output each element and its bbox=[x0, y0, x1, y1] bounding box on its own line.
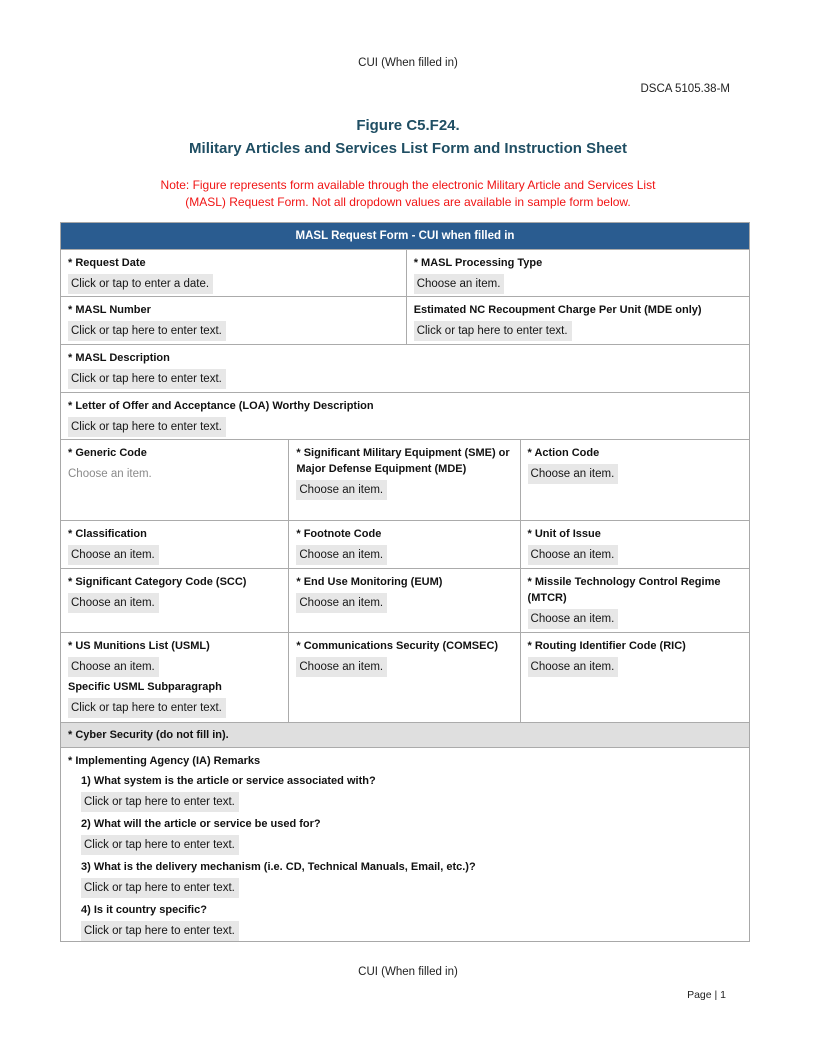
dropdown-placeholder[interactable]: Choose an item. bbox=[414, 274, 505, 294]
dropdown-placeholder[interactable]: Choose an item. bbox=[528, 464, 619, 484]
dropdown-placeholder[interactable]: Choose an item. bbox=[68, 545, 159, 565]
row-classification bbox=[61, 520, 749, 568]
form-banner: MASL Request Form - CUI when filled in bbox=[61, 223, 749, 249]
field-label: * Significant Military Equipment (SME) or Major Defense Equipment (MDE) bbox=[296, 447, 510, 475]
dropdown-placeholder[interactable]: Choose an item. bbox=[68, 657, 159, 677]
row-masl-number bbox=[61, 296, 749, 344]
dropdown-placeholder[interactable]: Choose an item. bbox=[68, 468, 152, 480]
field-request-date bbox=[61, 250, 406, 296]
text-input-placeholder[interactable]: Click or tap here to enter text. bbox=[81, 878, 239, 898]
row-loa-worthy-description bbox=[61, 392, 749, 439]
field-masl-number bbox=[61, 297, 406, 344]
field-cyber-security bbox=[61, 723, 749, 747]
field-label: * Missile Technology Control Regime (MTCR) bbox=[527, 576, 721, 604]
field-ric bbox=[520, 633, 749, 722]
field-loa-worthy-description bbox=[61, 393, 749, 439]
figure-title-line2: Military Articles and Services List Form and Instruction Sheet bbox=[189, 140, 627, 157]
page-number: Page | 1 bbox=[687, 989, 726, 1001]
row-cyber-security bbox=[61, 722, 749, 747]
row-usml bbox=[61, 632, 749, 722]
figure-note-line1: Note: Figure represents form available through the electronic Military Article and Services List bbox=[160, 178, 656, 192]
field-masl-processing-type bbox=[406, 250, 749, 296]
field-action-code bbox=[520, 440, 749, 520]
field-eum bbox=[288, 569, 519, 632]
field-comsec bbox=[288, 633, 519, 722]
field-label: * MASL Number bbox=[68, 304, 151, 316]
field-label: * MASL Processing Type bbox=[413, 257, 543, 269]
masl-request-form-table bbox=[60, 222, 750, 942]
field-label: * Request Date bbox=[68, 257, 146, 269]
dropdown-placeholder[interactable]: Choose an item. bbox=[68, 593, 159, 613]
field-usml bbox=[61, 633, 288, 722]
field-label: Estimated NC Recoupment Charge Per Unit (MDE only) bbox=[413, 304, 702, 316]
text-input-placeholder[interactable]: Click or tap here to enter text. bbox=[68, 369, 226, 389]
field-label: * Generic Code bbox=[68, 447, 147, 459]
ia-question-3: 3) What is the delivery mechanism (i.e. CD, Technical Manuals, Email, etc.)? bbox=[81, 861, 476, 873]
field-label: * Letter of Offer and Acceptance (LOA) Worthy Description bbox=[68, 400, 374, 412]
text-input-placeholder[interactable]: Click or tap here to enter text. bbox=[414, 321, 572, 341]
field-scc bbox=[61, 569, 288, 632]
field-label: * Unit of Issue bbox=[527, 528, 601, 540]
cui-header-marking: CUI (When filled in) bbox=[358, 57, 458, 69]
dropdown-placeholder[interactable]: Choose an item. bbox=[528, 609, 619, 629]
text-input-placeholder[interactable]: Click or tap here to enter text. bbox=[68, 321, 226, 341]
field-masl-description bbox=[61, 345, 749, 392]
field-label: Specific USML Subparagraph bbox=[68, 681, 222, 693]
field-label: * Footnote Code bbox=[296, 528, 382, 540]
field-unit-of-issue bbox=[520, 521, 749, 568]
field-generic-code bbox=[61, 440, 288, 520]
ia-question-2: 2) What will the article or service be used for? bbox=[81, 818, 321, 830]
field-label: * Routing Identifier Code (RIC) bbox=[527, 640, 686, 652]
dropdown-placeholder[interactable]: Choose an item. bbox=[296, 593, 387, 613]
figure-title-line1: Figure C5.F24. bbox=[356, 117, 460, 134]
field-mtcr bbox=[520, 569, 749, 632]
dropdown-placeholder[interactable]: Choose an item. bbox=[296, 480, 387, 500]
row-scc bbox=[61, 568, 749, 632]
field-label: * Significant Category Code (SCC) bbox=[68, 576, 247, 588]
cui-footer-marking: CUI (When filled in) bbox=[358, 966, 458, 978]
figure-note-line2: (MASL) Request Form. Not all dropdown values are available in sample form below. bbox=[185, 195, 631, 209]
row-generic-code bbox=[61, 439, 749, 520]
field-label: * MASL Description bbox=[68, 352, 170, 364]
field-label: * End Use Monitoring (EUM) bbox=[296, 576, 443, 588]
field-footnote-code bbox=[288, 521, 519, 568]
text-input-placeholder[interactable]: Click or tap here to enter text. bbox=[68, 698, 226, 718]
date-input-placeholder[interactable]: Click or tap to enter a date. bbox=[68, 274, 213, 294]
dropdown-placeholder[interactable]: Choose an item. bbox=[528, 545, 619, 565]
ia-question-4: 4) Is it country specific? bbox=[81, 904, 207, 916]
field-sme-mde bbox=[288, 440, 519, 520]
field-label: * Communications Security (COMSEC) bbox=[296, 640, 499, 652]
field-label: * Action Code bbox=[527, 447, 600, 459]
field-nc-recoupment bbox=[406, 297, 749, 344]
text-input-placeholder[interactable]: Click or tap here to enter text. bbox=[81, 792, 239, 812]
row-masl-description bbox=[61, 344, 749, 392]
text-input-placeholder[interactable]: Click or tap here to enter text. bbox=[68, 417, 226, 437]
text-input-placeholder[interactable]: Click or tap here to enter text. bbox=[81, 835, 239, 855]
field-ia-remarks bbox=[61, 748, 749, 941]
dropdown-placeholder[interactable]: Choose an item. bbox=[296, 657, 387, 677]
field-label: * Classification bbox=[68, 528, 147, 540]
figure-note bbox=[0, 177, 816, 211]
text-input-placeholder[interactable]: Click or tap here to enter text. bbox=[81, 921, 239, 941]
document-number: DSCA 5105.38-M bbox=[640, 83, 730, 95]
ia-question-1: 1) What system is the article or service associated with? bbox=[81, 775, 376, 787]
field-classification bbox=[61, 521, 288, 568]
row-ia-remarks bbox=[61, 747, 749, 941]
figure-title bbox=[0, 114, 816, 160]
field-label: * Implementing Agency (IA) Remarks bbox=[68, 755, 261, 767]
field-label: * Cyber Security (do not fill in). bbox=[68, 729, 229, 741]
dropdown-placeholder[interactable]: Choose an item. bbox=[296, 545, 387, 565]
row-request-date bbox=[61, 249, 749, 296]
field-label: * US Munitions List (USML) bbox=[68, 640, 210, 652]
dropdown-placeholder[interactable]: Choose an item. bbox=[528, 657, 619, 677]
